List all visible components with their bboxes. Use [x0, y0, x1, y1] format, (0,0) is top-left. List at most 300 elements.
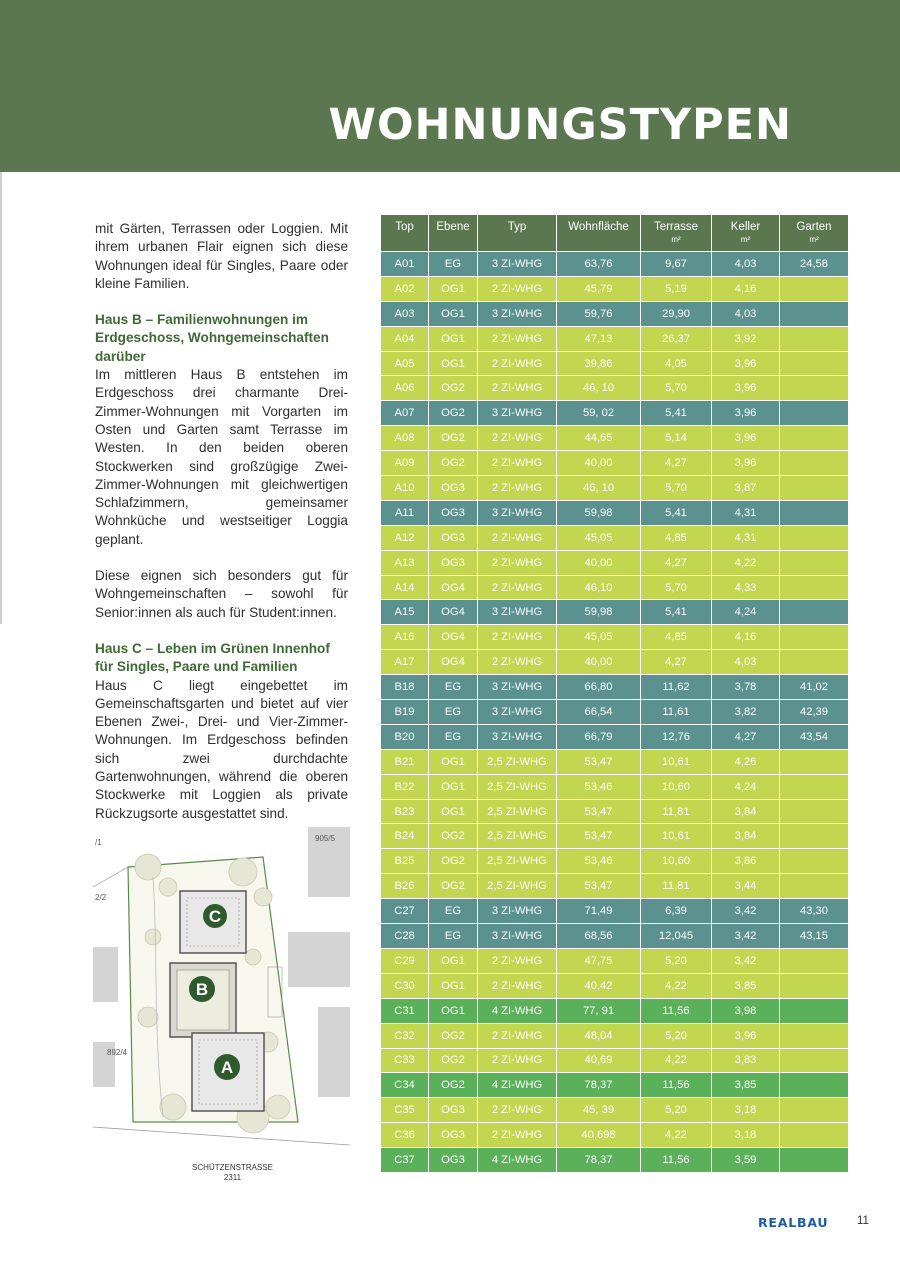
cell-terrasse: 9,67	[641, 252, 712, 277]
cell-typ: 3 ZI-WHG	[478, 724, 557, 749]
cell-wohnflaeche: 53,46	[557, 774, 641, 799]
cell-terrasse: 5,70	[641, 476, 712, 501]
cell-top: B22	[381, 774, 429, 799]
cell-garten: 43,15	[780, 924, 849, 949]
cell-typ: 2,5 ZI-WHG	[478, 874, 557, 899]
cell-typ: 2 ZI-WHG	[478, 351, 557, 376]
cell-terrasse: 10,60	[641, 774, 712, 799]
table-row	[381, 451, 849, 476]
cell-ebene: OG2	[429, 849, 478, 874]
cell-garten	[780, 749, 849, 774]
cell-ebene: OG2	[429, 401, 478, 426]
cell-keller: 3,86	[712, 849, 780, 874]
cell-typ: 3 ZI-WHG	[478, 600, 557, 625]
cell-ebene: OG1	[429, 351, 478, 376]
cell-top: B26	[381, 874, 429, 899]
cell-top: A04	[381, 326, 429, 351]
cell-terrasse: 5,41	[641, 500, 712, 525]
cell-keller: 4,24	[712, 774, 780, 799]
neighbour-building	[318, 1007, 350, 1097]
cell-wohnflaeche: 45,79	[557, 276, 641, 301]
cell-terrasse: 4,27	[641, 650, 712, 675]
cell-keller: 4,03	[712, 650, 780, 675]
cell-keller: 3,42	[712, 924, 780, 949]
cell-top: B25	[381, 849, 429, 874]
page-number: 11	[857, 1215, 869, 1227]
table-row	[381, 426, 849, 451]
cell-garten	[780, 1148, 849, 1173]
cell-wohnflaeche: 53,47	[557, 824, 641, 849]
cell-top: A06	[381, 376, 429, 401]
cell-ebene: OG3	[429, 1148, 478, 1173]
cell-wohnflaeche: 53,47	[557, 874, 641, 899]
cell-garten	[780, 1098, 849, 1123]
cell-ebene: OG1	[429, 948, 478, 973]
cell-garten	[780, 550, 849, 575]
cell-wohnflaeche: 47,13	[557, 326, 641, 351]
table-row	[381, 600, 849, 625]
table-row	[381, 700, 849, 725]
table-row	[381, 1123, 849, 1148]
cell-ebene: OG1	[429, 973, 478, 998]
cell-garten	[780, 525, 849, 550]
cell-terrasse: 4,22	[641, 1123, 712, 1148]
table-row	[381, 998, 849, 1023]
page-title: WOHNUNGSTYPEN	[328, 100, 792, 150]
cell-top: A13	[381, 550, 429, 575]
cell-top: B19	[381, 700, 429, 725]
cell-typ: 4 ZI-WHG	[478, 1148, 557, 1173]
cell-garten	[780, 451, 849, 476]
tree-icon	[145, 929, 161, 945]
table-row	[381, 899, 849, 924]
cell-garten	[780, 301, 849, 326]
cell-wohnflaeche: 45, 39	[557, 1098, 641, 1123]
cell-typ: 2 ZI-WHG	[478, 376, 557, 401]
cell-garten	[780, 625, 849, 650]
cell-top: A14	[381, 575, 429, 600]
cell-typ: 2 ZI-WHG	[478, 550, 557, 575]
cell-wohnflaeche: 40,00	[557, 550, 641, 575]
cell-garten	[780, 326, 849, 351]
cell-terrasse: 5,41	[641, 600, 712, 625]
page-header	[0, 0, 900, 172]
cell-wohnflaeche: 53,46	[557, 849, 641, 874]
cell-typ: 2 ZI-WHG	[478, 426, 557, 451]
table-row	[381, 774, 849, 799]
cell-top: B23	[381, 799, 429, 824]
table-row	[381, 351, 849, 376]
parcel-number: /1	[95, 838, 102, 847]
cell-ebene: OG3	[429, 550, 478, 575]
cell-wohnflaeche: 40,69	[557, 1048, 641, 1073]
cell-garten	[780, 401, 849, 426]
cell-ebene: EG	[429, 724, 478, 749]
cell-wohnflaeche: 68,56	[557, 924, 641, 949]
cell-wohnflaeche: 77, 91	[557, 998, 641, 1023]
cell-top: A09	[381, 451, 429, 476]
cell-garten: 42,39	[780, 700, 849, 725]
cell-garten	[780, 476, 849, 501]
cell-ebene: OG1	[429, 301, 478, 326]
table-row	[381, 376, 849, 401]
cell-ebene: OG2	[429, 1048, 478, 1073]
table-row	[381, 749, 849, 774]
cell-typ: 2,5 ZI-WHG	[478, 799, 557, 824]
cell-top: A12	[381, 525, 429, 550]
cell-terrasse: 6,39	[641, 899, 712, 924]
table-row	[381, 824, 849, 849]
col-header-wohnflaeche: Wohnfläche	[557, 215, 641, 252]
cell-garten	[780, 1048, 849, 1073]
parcel-number: 905/5	[315, 834, 336, 843]
cell-wohnflaeche: 53,47	[557, 799, 641, 824]
cell-wohnflaeche: 66,80	[557, 675, 641, 700]
cell-terrasse: 5,70	[641, 575, 712, 600]
cell-typ: 3 ZI-WHG	[478, 301, 557, 326]
cell-garten	[780, 426, 849, 451]
table-row	[381, 650, 849, 675]
cell-garten: 43,30	[780, 899, 849, 924]
cell-top: A07	[381, 401, 429, 426]
table-row	[381, 525, 849, 550]
cell-terrasse: 12,76	[641, 724, 712, 749]
cell-ebene: OG3	[429, 500, 478, 525]
col-header-garten-unit: m²	[809, 235, 819, 244]
cell-top: A03	[381, 301, 429, 326]
site-plan	[93, 827, 350, 1148]
cell-keller: 3,18	[712, 1098, 780, 1123]
cell-typ: 3 ZI-WHG	[478, 700, 557, 725]
cell-garten	[780, 1073, 849, 1098]
cell-top: C30	[381, 973, 429, 998]
cell-garten	[780, 1023, 849, 1048]
haus-c-paragraph: Haus C liegt eingebettet im Gemeinschaftsgarten und bietet auf vier Ebenen Zwei-, Drei- und Vier-Zimmer-Wohnungen. Im Erdgeschoss befinden sich zwei durchdachte Gartenwohnungen, während die oberen Stockwerke mit Loggien als private Rückzugsorte ausgestattet sind.	[95, 677, 348, 821]
parcel-number: 2/2	[95, 893, 107, 902]
col-header-typ: Typ	[478, 215, 557, 252]
cell-terrasse: 11,56	[641, 998, 712, 1023]
cell-terrasse: 5,19	[641, 276, 712, 301]
cell-keller: 3,82	[712, 700, 780, 725]
cell-garten	[780, 500, 849, 525]
cell-top: C27	[381, 899, 429, 924]
cell-terrasse: 5,20	[641, 1023, 712, 1048]
cell-terrasse: 11,62	[641, 675, 712, 700]
cell-keller: 4,31	[712, 500, 780, 525]
cell-ebene: OG1	[429, 799, 478, 824]
table-row	[381, 625, 849, 650]
cell-ebene: OG3	[429, 1098, 478, 1123]
cell-typ: 2 ZI-WHG	[478, 650, 557, 675]
cell-keller: 3,96	[712, 351, 780, 376]
neighbour-building	[288, 932, 350, 987]
cell-terrasse: 5,20	[641, 948, 712, 973]
cell-typ: 3 ZI-WHG	[478, 924, 557, 949]
cell-top: A02	[381, 276, 429, 301]
cell-wohnflaeche: 66,54	[557, 700, 641, 725]
cell-terrasse: 10,61	[641, 749, 712, 774]
table-row	[381, 326, 849, 351]
building-b-label: B	[195, 980, 209, 999]
table-row	[381, 675, 849, 700]
cell-ebene: EG	[429, 700, 478, 725]
cell-typ: 2 ZI-WHG	[478, 575, 557, 600]
col-header-keller-unit: m²	[740, 235, 751, 244]
col-header-terrasse	[641, 215, 712, 252]
cell-typ: 3 ZI-WHG	[478, 500, 557, 525]
cell-ebene: EG	[429, 899, 478, 924]
cell-keller: 3,42	[712, 948, 780, 973]
table-row	[381, 401, 849, 426]
cell-terrasse: 11,81	[641, 799, 712, 824]
cell-ebene: EG	[429, 252, 478, 277]
street-name: SCHÜTZENSTRASSE	[192, 1163, 273, 1172]
col-header-garten	[780, 215, 849, 252]
cell-ebene: OG2	[429, 1073, 478, 1098]
parcel-number: 892/4	[107, 1048, 128, 1057]
cell-keller: 4,24	[712, 600, 780, 625]
cell-ebene: EG	[429, 924, 478, 949]
cell-wohnflaeche: 46, 10	[557, 476, 641, 501]
text-column	[95, 220, 348, 823]
cell-terrasse: 4,22	[641, 1048, 712, 1073]
cell-wohnflaeche: 45,05	[557, 625, 641, 650]
cell-typ: 2 ZI-WHG	[478, 1048, 557, 1073]
street-number: 2311	[223, 1173, 242, 1182]
cell-keller: 3,96	[712, 426, 780, 451]
cell-typ: 2,5 ZI-WHG	[478, 824, 557, 849]
cell-ebene: OG1	[429, 276, 478, 301]
table-row	[381, 252, 849, 277]
cell-top: B18	[381, 675, 429, 700]
cell-typ: 2 ZI-WHG	[478, 525, 557, 550]
cell-ebene: OG2	[429, 376, 478, 401]
cell-typ: 3 ZI-WHG	[478, 401, 557, 426]
cell-terrasse: 11,56	[641, 1073, 712, 1098]
cell-keller: 3,85	[712, 1073, 780, 1098]
cell-wohnflaeche: 46,10	[557, 575, 641, 600]
cell-wohnflaeche: 66,79	[557, 724, 641, 749]
site-plan-caption	[180, 1163, 285, 1183]
cell-ebene: OG2	[429, 451, 478, 476]
cell-ebene: OG1	[429, 998, 478, 1023]
table-row	[381, 948, 849, 973]
neighbour-building	[93, 947, 118, 1002]
cell-ebene: OG2	[429, 874, 478, 899]
table-row	[381, 476, 849, 501]
cell-ebene: OG4	[429, 625, 478, 650]
cell-ebene: OG3	[429, 476, 478, 501]
cell-terrasse: 4,27	[641, 550, 712, 575]
cell-garten	[780, 774, 849, 799]
cell-terrasse: 11,81	[641, 874, 712, 899]
col-header-terrasse-label: Terrasse	[653, 221, 699, 233]
cell-typ: 2 ZI-WHG	[478, 476, 557, 501]
cell-top: A05	[381, 351, 429, 376]
cell-top: A08	[381, 426, 429, 451]
cell-wohnflaeche: 45,05	[557, 525, 641, 550]
table-row	[381, 500, 849, 525]
table-row	[381, 973, 849, 998]
cell-top: A01	[381, 252, 429, 277]
cell-keller: 3,96	[712, 401, 780, 426]
cell-typ: 3 ZI-WHG	[478, 675, 557, 700]
tree-icon	[138, 1007, 158, 1027]
cell-terrasse: 4,27	[641, 451, 712, 476]
cell-wohnflaeche: 48,04	[557, 1023, 641, 1048]
cell-wohnflaeche: 63,76	[557, 252, 641, 277]
cell-top: B24	[381, 824, 429, 849]
cell-keller: 4,31	[712, 525, 780, 550]
cell-top: A10	[381, 476, 429, 501]
cell-garten	[780, 1123, 849, 1148]
cell-top: C35	[381, 1098, 429, 1123]
cell-top: B21	[381, 749, 429, 774]
table-row	[381, 1023, 849, 1048]
cell-wohnflaeche: 44,65	[557, 426, 641, 451]
col-header-ebene: Ebene	[429, 215, 478, 252]
cell-top: C31	[381, 998, 429, 1023]
cell-ebene: OG4	[429, 600, 478, 625]
cell-garten	[780, 276, 849, 301]
cell-wohnflaeche: 40,42	[557, 973, 641, 998]
table-row	[381, 799, 849, 824]
col-header-terrasse-unit: m²	[671, 235, 681, 244]
cell-ebene: EG	[429, 675, 478, 700]
table-row	[381, 276, 849, 301]
cell-wohnflaeche: 71,49	[557, 899, 641, 924]
table-row	[381, 1098, 849, 1123]
cell-garten	[780, 376, 849, 401]
cell-garten	[780, 351, 849, 376]
cell-garten	[780, 824, 849, 849]
haus-b-paragraph: Im mittleren Haus B entstehen im Erdgeschoss drei charmante Drei-Zimmer-Wohnungen mit Vorgarten im Osten und Garten samt Terrasse im Westen. In den beiden oberen Stockwerken sind großzügige Zwei-Zimmer-Wohnungen mit gleichwertigen Schlafzimmern, gemeinsamer Wohnküche und westseitiger Loggia geplant.	[95, 367, 348, 547]
cell-terrasse: 4,05	[641, 351, 712, 376]
col-header-garten-label: Garten	[796, 221, 832, 233]
cell-typ: 3 ZI-WHG	[478, 899, 557, 924]
table-row	[381, 550, 849, 575]
cell-keller: 4,33	[712, 575, 780, 600]
cell-top: C28	[381, 924, 429, 949]
cell-garten	[780, 575, 849, 600]
table-row	[381, 575, 849, 600]
page-edge-strip	[0, 172, 2, 624]
cell-typ: 2,5 ZI-WHG	[478, 849, 557, 874]
cell-keller: 4,27	[712, 724, 780, 749]
cell-keller: 3,84	[712, 824, 780, 849]
col-header-top: Top	[381, 215, 429, 252]
table-row	[381, 924, 849, 949]
cell-ebene: OG3	[429, 1123, 478, 1148]
cell-terrasse: 4,85	[641, 625, 712, 650]
cell-top: A15	[381, 600, 429, 625]
cell-typ: 2 ZI-WHG	[478, 625, 557, 650]
cell-garten	[780, 799, 849, 824]
tree-icon	[159, 878, 177, 896]
cell-garten	[780, 849, 849, 874]
cell-terrasse: 11,61	[641, 700, 712, 725]
cell-keller: 4,26	[712, 749, 780, 774]
cell-typ: 2,5 ZI-WHG	[478, 749, 557, 774]
cell-keller: 4,22	[712, 550, 780, 575]
tree-icon	[266, 1095, 290, 1119]
cell-wohnflaeche: 46, 10	[557, 376, 641, 401]
cell-top: C29	[381, 948, 429, 973]
cell-ebene: OG1	[429, 774, 478, 799]
table-row	[381, 874, 849, 899]
cell-keller: 3,96	[712, 1023, 780, 1048]
cell-typ: 2 ZI-WHG	[478, 451, 557, 476]
cell-wohnflaeche: 53,47	[557, 749, 641, 774]
cell-wohnflaeche: 40,00	[557, 650, 641, 675]
cell-terrasse: 10,61	[641, 824, 712, 849]
cell-terrasse: 5,14	[641, 426, 712, 451]
cell-terrasse: 5,20	[641, 1098, 712, 1123]
cell-garten: 43,54	[780, 724, 849, 749]
cell-typ: 2 ZI-WHG	[478, 1123, 557, 1148]
haus-c-heading: Haus C – Leben im Grünen Innenhof für Singles, Paare und Familien	[95, 640, 330, 675]
cell-keller: 3,98	[712, 998, 780, 1023]
cell-wohnflaeche: 59,98	[557, 600, 641, 625]
cell-ebene: OG1	[429, 326, 478, 351]
cell-top: C33	[381, 1048, 429, 1073]
cell-wohnflaeche: 78,37	[557, 1073, 641, 1098]
cell-garten	[780, 600, 849, 625]
cell-keller: 3,92	[712, 326, 780, 351]
building-a-label: A	[220, 1058, 234, 1077]
cell-typ: 2 ZI-WHG	[478, 973, 557, 998]
cell-typ: 2 ZI-WHG	[478, 326, 557, 351]
tree-icon	[160, 1094, 186, 1120]
cell-garten	[780, 948, 849, 973]
cell-typ: 3 ZI-WHG	[478, 252, 557, 277]
table-header-row	[381, 215, 849, 252]
cell-wohnflaeche: 78,37	[557, 1148, 641, 1173]
cell-keller: 3,59	[712, 1148, 780, 1173]
cell-wohnflaeche: 47,75	[557, 948, 641, 973]
cell-terrasse: 5,41	[641, 401, 712, 426]
table-row	[381, 724, 849, 749]
cell-garten	[780, 973, 849, 998]
cell-top: A17	[381, 650, 429, 675]
cell-terrasse: 4,85	[641, 525, 712, 550]
cell-terrasse: 29,90	[641, 301, 712, 326]
table-row	[381, 1048, 849, 1073]
cell-terrasse: 11,56	[641, 1148, 712, 1173]
cell-keller: 3,44	[712, 874, 780, 899]
cell-keller: 3,87	[712, 476, 780, 501]
building-c-label: C	[208, 907, 222, 926]
apartment-table	[380, 214, 849, 1173]
cell-keller: 3,42	[712, 899, 780, 924]
cell-ebene: OG3	[429, 525, 478, 550]
cell-typ: 2,5 ZI-WHG	[478, 774, 557, 799]
cell-terrasse: 4,22	[641, 973, 712, 998]
cell-wohnflaeche: 59, 02	[557, 401, 641, 426]
tree-icon	[254, 888, 272, 906]
cell-keller: 4,16	[712, 625, 780, 650]
table-row	[381, 1148, 849, 1173]
cell-garten	[780, 650, 849, 675]
cell-keller: 3,78	[712, 675, 780, 700]
cell-typ: 2 ZI-WHG	[478, 1023, 557, 1048]
tree-icon	[135, 854, 161, 880]
cell-keller: 4,03	[712, 252, 780, 277]
cell-ebene: OG2	[429, 1023, 478, 1048]
cell-top: C37	[381, 1148, 429, 1173]
cell-top: A11	[381, 500, 429, 525]
table-row	[381, 1073, 849, 1098]
